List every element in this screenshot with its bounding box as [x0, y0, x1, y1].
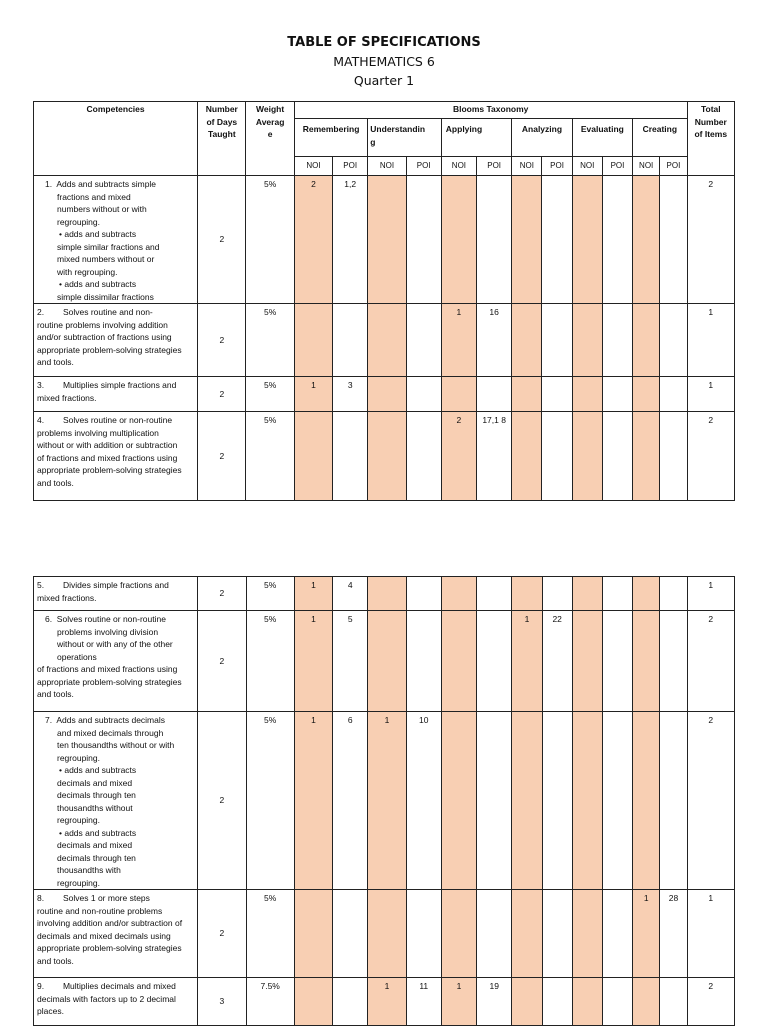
days-taught-cell: 2: [198, 712, 246, 890]
competency-text-line: regrouping.: [57, 877, 101, 888]
days-taught-cell: 2: [198, 890, 246, 978]
competency-text-line: • adds and subtracts: [59, 827, 137, 838]
total-items-cell: 2: [687, 412, 734, 501]
poi-cell: 28: [660, 890, 687, 978]
competency-cell: [34, 577, 198, 611]
competency-text-line: • adds and subtracts: [59, 765, 137, 775]
poi-cell: [660, 412, 687, 501]
poi-cell: 11: [406, 978, 441, 1026]
competency-text-line: places.: [37, 1006, 64, 1016]
competency-text-line: 4. Solves routine or non-routine: [37, 415, 173, 425]
competency-text-line: 2. Solves routine and non-: [37, 307, 153, 317]
table-row: [34, 978, 735, 1026]
noi-cell: 1: [512, 611, 542, 712]
noi-cell: [441, 712, 476, 890]
poi-cell: 5: [333, 611, 368, 712]
days-taught-cell: 2: [198, 611, 246, 712]
competency-text-line: 5. Divides simple fractions and: [37, 580, 169, 590]
poi-cell: [602, 978, 632, 1026]
noi-cell: [572, 304, 602, 377]
competency-text-line: of fractions and mixed fractions using: [37, 452, 178, 463]
competency-text-line: regrouping.: [57, 752, 101, 763]
noi-cell: [294, 890, 332, 978]
noi-cell: [633, 377, 660, 412]
competency-text-line: decimals and mixed decimals using: [37, 930, 171, 941]
competency-text-line: and tools.: [37, 689, 74, 699]
table-row: [34, 890, 735, 978]
poi-cell: [602, 176, 632, 304]
poi-cell: [542, 712, 572, 890]
header-analyzing: Analyzing: [512, 119, 572, 157]
noi-cell: [368, 890, 406, 978]
poi-cell: [660, 577, 687, 611]
competency-text-line: problems involving division: [57, 626, 159, 637]
header-remembering: Remembering: [294, 119, 368, 157]
noi-cell: [512, 304, 542, 377]
poi-cell: [602, 712, 632, 890]
total-items-cell: 1: [687, 890, 734, 978]
competency-text-line: 8. Solves 1 or more steps: [37, 893, 150, 903]
noi-cell: 1: [633, 890, 660, 978]
header-noi: NOI: [441, 157, 476, 176]
total-items-cell: 2: [687, 712, 734, 890]
competency-cell: [34, 890, 198, 978]
noi-cell: [512, 712, 542, 890]
noi-cell: [572, 577, 602, 611]
competency-text-line: appropriate problem-solving strategies: [37, 676, 182, 687]
competency-text-line: 7. Adds and subtracts decimals: [45, 715, 166, 725]
specifications-table-part-2: [33, 576, 735, 1026]
poi-cell: [406, 577, 441, 611]
competency-text-line: and mixed decimals through: [57, 727, 164, 738]
noi-cell: [512, 890, 542, 978]
weight-cell: 5%: [246, 890, 294, 978]
competency-text-line: • adds and subtracts: [59, 279, 137, 289]
poi-cell: [660, 377, 687, 412]
poi-cell: [542, 577, 572, 611]
noi-cell: [368, 377, 406, 412]
noi-cell: [512, 978, 542, 1026]
competency-text-line: appropriate problem-solving strategies: [37, 943, 182, 953]
noi-cell: [633, 304, 660, 377]
noi-cell: [512, 577, 542, 611]
poi-cell: [602, 890, 632, 978]
competency-text-line: simple similar fractions and: [57, 241, 160, 252]
weight-cell: 5%: [246, 377, 294, 412]
poi-cell: [477, 377, 512, 412]
noi-cell: [368, 577, 406, 611]
noi-cell: [633, 712, 660, 890]
header-evaluating: Evaluating: [572, 119, 632, 157]
days-taught-cell: 2: [198, 304, 246, 377]
competency-text-line: regrouping.: [57, 216, 101, 227]
competency-text-line: appropriate problem-solving strategies: [37, 344, 182, 355]
noi-cell: 1: [368, 978, 406, 1026]
poi-cell: [406, 176, 441, 304]
header-blooms-taxonomy: Blooms Taxonomy: [294, 102, 687, 119]
header-noi: NOI: [368, 157, 406, 176]
header-competencies: Competencies: [34, 102, 198, 176]
poi-cell: [602, 412, 632, 501]
poi-cell: [660, 176, 687, 304]
competency-text-line: thousandths without: [57, 802, 133, 813]
header-days-taught: Number of Days Taught: [198, 102, 246, 176]
noi-cell: 1: [294, 611, 332, 712]
competency-cell: [34, 978, 198, 1026]
poi-cell: 10: [406, 712, 441, 890]
poi-cell: [660, 978, 687, 1026]
noi-cell: [633, 978, 660, 1026]
poi-cell: [542, 412, 572, 501]
document-title: TABLE OF SPECIFICATIONS: [287, 35, 481, 50]
poi-cell: 17,1 8: [477, 412, 512, 501]
days-taught-cell: 2: [198, 377, 246, 412]
total-items-cell: 1: [687, 377, 734, 412]
poi-cell: [406, 304, 441, 377]
header-poi: POI: [602, 157, 632, 176]
competency-text-line: with regrouping.: [57, 266, 118, 277]
poi-cell: [333, 412, 368, 501]
poi-cell: [602, 611, 632, 712]
noi-cell: 1: [294, 712, 332, 890]
poi-cell: [406, 412, 441, 501]
noi-cell: [441, 176, 476, 304]
noi-cell: 1: [368, 712, 406, 890]
competency-text-line: decimals and mixed: [57, 777, 133, 788]
noi-cell: [441, 890, 476, 978]
table-row: [34, 304, 735, 377]
noi-cell: [633, 611, 660, 712]
poi-cell: [477, 611, 512, 712]
competency-text-line: thousandths with: [57, 865, 121, 875]
subject-title: MATHEMATICS 6: [333, 54, 435, 69]
poi-cell: [333, 304, 368, 377]
days-taught-cell: 3: [198, 978, 246, 1026]
competency-text-line: decimals through ten: [57, 790, 136, 800]
header-creating: Creating: [633, 119, 687, 157]
days-taught-cell: 2: [198, 176, 246, 304]
days-taught-cell: 2: [198, 412, 246, 501]
competency-text-line: and tools.: [37, 955, 74, 966]
competency-text-line: ten thousandths without or with: [57, 740, 175, 750]
competency-text-line: of fractions and mixed fractions using: [37, 664, 178, 674]
table-row: [34, 611, 735, 712]
competency-cell: [34, 304, 198, 377]
competency-text-line: routine and non-routine problems: [37, 905, 163, 916]
noi-cell: [368, 176, 406, 304]
competency-text-line: operations: [57, 651, 97, 662]
competency-text-line: simple dissimilar fractions: [57, 291, 154, 302]
noi-cell: [633, 176, 660, 304]
poi-cell: [542, 978, 572, 1026]
competency-cell: [34, 611, 198, 712]
competency-text-line: and tools.: [37, 357, 74, 367]
header-noi: NOI: [572, 157, 602, 176]
competency-text-line: mixed numbers without or: [57, 254, 155, 264]
noi-cell: [572, 611, 602, 712]
poi-cell: [406, 377, 441, 412]
competency-text-line: without or with addition or subtraction: [37, 440, 178, 450]
total-items-cell: 1: [687, 577, 734, 611]
header-understanding: Understandin g: [368, 119, 442, 157]
noi-cell: [441, 611, 476, 712]
noi-cell: [368, 611, 406, 712]
poi-cell: [477, 890, 512, 978]
poi-cell: [406, 611, 441, 712]
competency-text-line: 3. Multiplies simple fractions and: [37, 380, 177, 390]
competency-text-line: numbers without or with: [57, 204, 147, 214]
competency-text-line: mixed fractions.: [37, 592, 97, 603]
noi-cell: 1: [441, 304, 476, 377]
noi-cell: [512, 412, 542, 501]
table-row: [34, 577, 735, 611]
competency-text-line: decimals and mixed: [57, 840, 133, 850]
noi-cell: [572, 712, 602, 890]
table-row: [34, 712, 735, 890]
poi-cell: [477, 176, 512, 304]
noi-cell: [572, 412, 602, 501]
noi-cell: [572, 176, 602, 304]
specifications-table-part-1: [33, 101, 735, 501]
competency-text-line: routine problems involving addition: [37, 319, 168, 330]
poi-cell: [542, 377, 572, 412]
competency-text-line: and tools.: [37, 477, 74, 488]
competency-cell: [34, 412, 198, 501]
competency-text-line: problems involving multiplication: [37, 427, 159, 438]
noi-cell: 2: [294, 176, 332, 304]
weight-cell: 5%: [246, 412, 294, 501]
header-weight-average: Weight Averag e: [246, 102, 294, 176]
competency-text-line: regrouping.: [57, 815, 101, 825]
competency-text-line: without or with any of the other: [57, 639, 173, 649]
weight-cell: 5%: [246, 712, 294, 890]
weight-cell: 5%: [246, 577, 294, 611]
competency-text-line: 6. Solves routine or non-routine: [45, 614, 166, 624]
noi-cell: [368, 412, 406, 501]
poi-cell: [660, 712, 687, 890]
header-noi: NOI: [512, 157, 542, 176]
noi-cell: [633, 412, 660, 501]
competency-text-line: decimals through ten: [57, 852, 136, 863]
weight-cell: 5%: [246, 304, 294, 377]
poi-cell: 16: [477, 304, 512, 377]
poi-cell: 4: [333, 577, 368, 611]
competency-text-line: 9. Multiplies decimals and mixed: [37, 981, 176, 991]
competency-text-line: mixed fractions.: [37, 392, 97, 403]
poi-cell: 22: [542, 611, 572, 712]
competency-text-line: 1. Adds and subtracts simple: [45, 179, 157, 189]
poi-cell: [542, 304, 572, 377]
noi-cell: [572, 978, 602, 1026]
weight-cell: 7.5%: [246, 978, 294, 1026]
header-poi: POI: [333, 157, 368, 176]
noi-cell: 1: [294, 577, 332, 611]
poi-cell: [602, 304, 632, 377]
poi-cell: 6: [333, 712, 368, 890]
poi-cell: 1,2: [333, 176, 368, 304]
noi-cell: [294, 412, 332, 501]
competency-cell: [34, 176, 198, 304]
poi-cell: [542, 890, 572, 978]
poi-cell: [660, 304, 687, 377]
poi-cell: [477, 577, 512, 611]
header-poi: POI: [542, 157, 572, 176]
poi-cell: [333, 890, 368, 978]
table-row: [34, 412, 735, 501]
table-row: [34, 176, 735, 304]
competency-text-line: fractions and mixed: [57, 191, 131, 202]
noi-cell: [512, 377, 542, 412]
header-applying: Applying: [441, 119, 511, 157]
poi-cell: [542, 176, 572, 304]
poi-cell: 19: [477, 978, 512, 1026]
header-noi: NOI: [633, 157, 660, 176]
competency-cell: [34, 377, 198, 412]
noi-cell: [633, 577, 660, 611]
noi-cell: [441, 577, 476, 611]
noi-cell: 2: [441, 412, 476, 501]
total-items-cell: 1: [687, 304, 734, 377]
noi-cell: 1: [294, 377, 332, 412]
competency-text-line: appropriate problem-solving strategies: [37, 465, 182, 475]
poi-cell: [602, 377, 632, 412]
noi-cell: [441, 377, 476, 412]
noi-cell: [512, 176, 542, 304]
poi-cell: [333, 978, 368, 1026]
header-total-items: Total Number of Items: [687, 102, 734, 176]
total-items-cell: 2: [687, 176, 734, 304]
quarter-title: Quarter 1: [353, 73, 415, 88]
competency-text-line: • adds and subtracts: [59, 229, 137, 239]
weight-cell: 5%: [246, 611, 294, 712]
total-items-cell: 2: [687, 611, 734, 712]
header-poi: POI: [660, 157, 687, 176]
competency-text-line: involving addition and/or subtraction of: [37, 918, 183, 928]
header-noi: NOI: [294, 157, 332, 176]
header-poi: POI: [477, 157, 512, 176]
poi-cell: [406, 890, 441, 978]
noi-cell: [294, 304, 332, 377]
noi-cell: [572, 890, 602, 978]
header-poi: POI: [406, 157, 441, 176]
competency-text-line: decimals with factors up to 2 decimal: [37, 993, 176, 1004]
days-taught-cell: 2: [198, 577, 246, 611]
weight-cell: 5%: [246, 176, 294, 304]
noi-cell: [368, 304, 406, 377]
noi-cell: [572, 377, 602, 412]
noi-cell: 1: [441, 978, 476, 1026]
noi-cell: [294, 978, 332, 1026]
total-items-cell: 2: [687, 978, 734, 1026]
competency-text-line: and/or subtraction of fractions using: [37, 332, 172, 342]
table-row: [34, 377, 735, 412]
poi-cell: [602, 577, 632, 611]
poi-cell: [477, 712, 512, 890]
poi-cell: 3: [333, 377, 368, 412]
competency-cell: [34, 712, 198, 890]
poi-cell: [660, 611, 687, 712]
